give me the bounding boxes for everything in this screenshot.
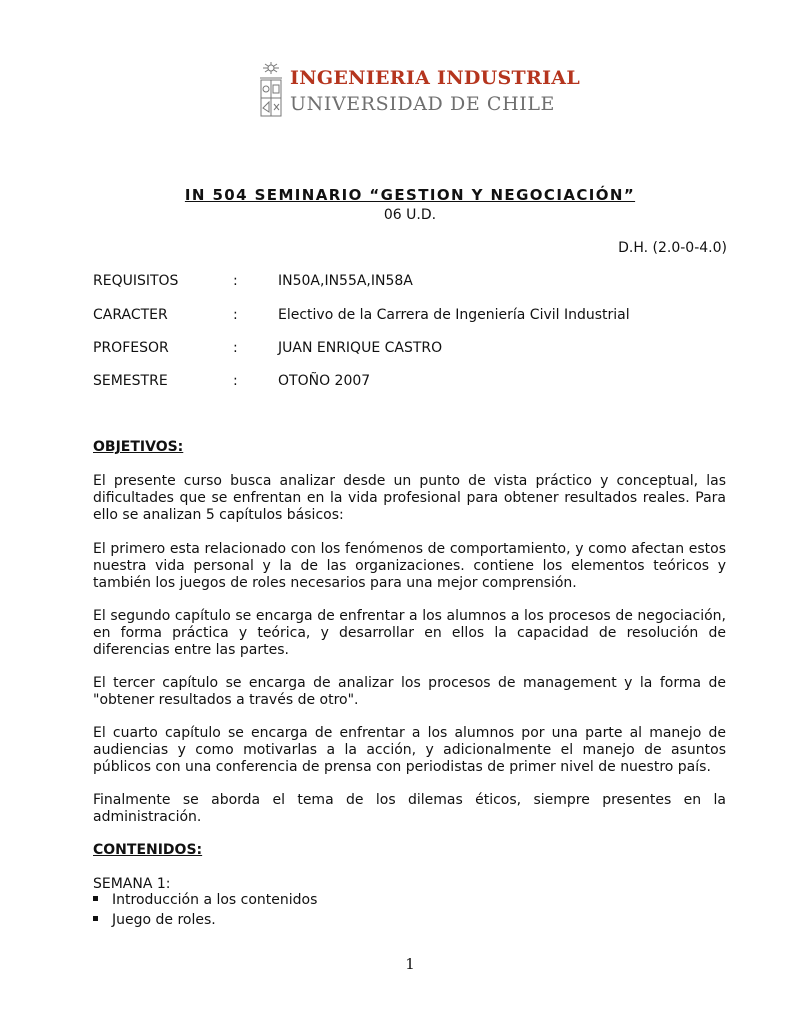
info-value: IN50A,IN55A,IN58A [278, 273, 413, 289]
page-number: 1 [405, 955, 415, 973]
info-row-semestre [93, 373, 370, 389]
logo-title: INGENIERIA INDUSTRIAL [290, 67, 580, 89]
objetivos-paragraph: El segundo capítulo se encarga de enfrentar a los alumnos a los procesos de negociación, en forma práctica y teórica, y desarrollar en ellos la capacidad de resolución de diferencias entre las partes. [93, 608, 726, 658]
info-label: PROFESOR [93, 340, 169, 356]
course-units: 06 U.D. [383, 207, 437, 223]
university-seal-icon [258, 60, 284, 120]
info-separator: : [233, 307, 238, 323]
logo-subtitle: UNIVERSIDAD DE CHILE [290, 93, 556, 115]
objetivos-heading: OBJETIVOS: [93, 439, 184, 455]
info-row-requisitos [93, 273, 413, 289]
list-item-text: Juego de roles. [112, 912, 216, 928]
bullet-icon [93, 896, 98, 901]
info-separator: : [233, 273, 238, 289]
list-item-text: Introducción a los contenidos [112, 892, 318, 908]
info-label: REQUISITOS [93, 273, 179, 289]
info-row-caracter [93, 307, 630, 323]
course-dh: D.H. (2.0-0-4.0) [618, 240, 727, 256]
contenidos-heading: CONTENIDOS: [93, 842, 203, 858]
info-row-profesor [93, 340, 442, 356]
info-value: JUAN ENRIQUE CASTRO [278, 340, 443, 356]
week-label: SEMANA 1: [93, 876, 171, 892]
bullet-icon [93, 916, 98, 921]
info-label: SEMESTRE [93, 373, 168, 389]
list-item [93, 912, 216, 928]
objetivos-paragraph: El tercer capítulo se encarga de analizar los procesos de management y la forma de "obtener resultados a través de otro". [93, 675, 726, 708]
list-item [93, 892, 317, 908]
info-separator: : [233, 340, 238, 356]
faculty-logo [258, 58, 580, 122]
objetivos-paragraph: Finalmente se aborda el tema de los dilemas éticos, siempre presentes en la administración. [93, 792, 726, 825]
info-value: OTOÑO 2007 [278, 373, 371, 389]
info-separator: : [233, 373, 238, 389]
objetivos-paragraph: El primero esta relacionado con los fenómenos de comportamiento, y como afectan estos nuestra vida personal y la de las organizaciones. contiene los elementos teóricos y también los juegos de roles necesarios para una mejor comprensión. [93, 541, 726, 591]
objetivos-paragraph: El cuarto capítulo se encarga de enfrentar a los alumnos por una parte al manejo de audiencias y como motivarlas a la acción, y adicionalmente el manejo de asuntos públicos con una conferencia de prensa con periodistas de primer nivel de nuestro país. [93, 725, 726, 775]
objetivos-paragraph: El presente curso busca analizar desde un punto de vista práctico y conceptual, las dificultades que se enfrentan en la vida profesional para obtener resultados reales. Para ello se analizan 5 capítulos básicos: [93, 473, 726, 523]
course-title: IN 504 SEMINARIO “GESTION Y NEGOCIACIÓN” [184, 186, 636, 204]
info-value: Electivo de la Carrera de Ingeniería Civil Industrial [278, 307, 630, 323]
info-label: CARACTER [93, 307, 168, 323]
